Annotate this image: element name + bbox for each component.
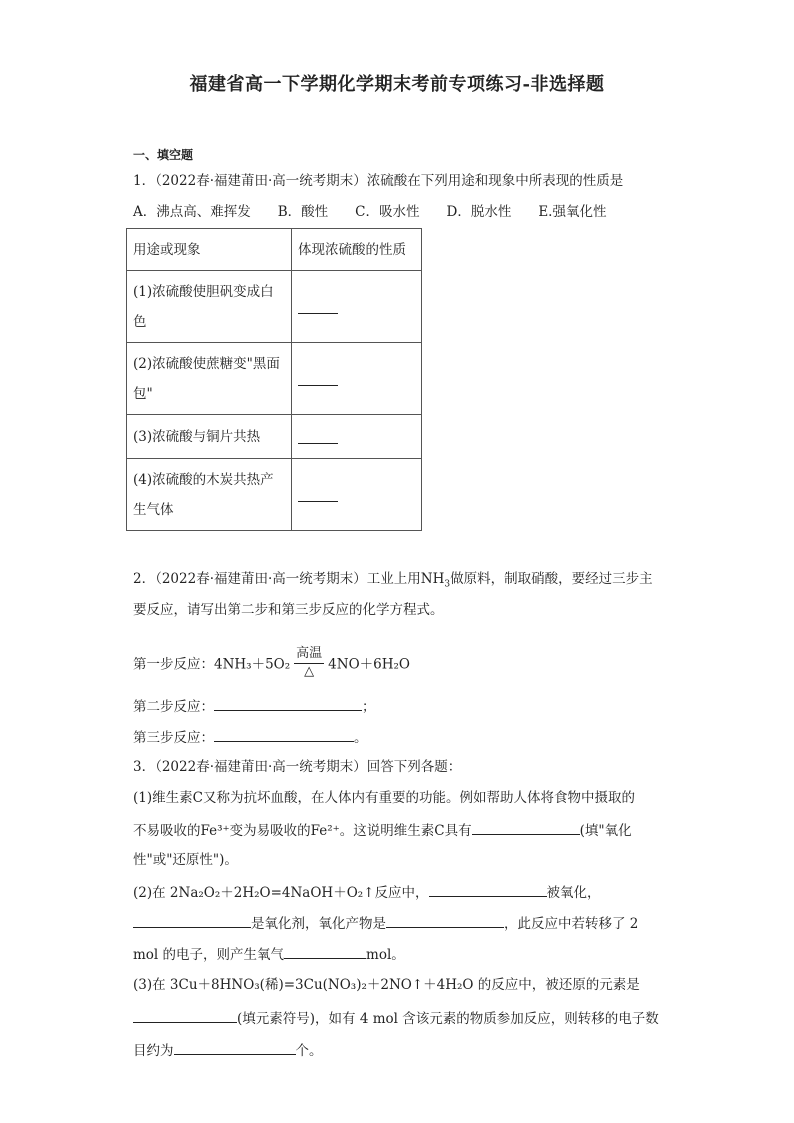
q3-p2-line3: mol 的电子，则产生氧气 mol。 bbox=[133, 944, 405, 964]
answer-blank[interactable] bbox=[472, 820, 580, 835]
q2-stem-line1: 2．（2022春·福建莆田·高一统考期末）工业上用$NH_3$做原料，制取硝酸，要经过三步主 bbox=[133, 571, 653, 590]
q3-p3-line2: (填元素符号)，如有 4 mol 含该元素的物质参加反应，则转移的电子数 bbox=[133, 1008, 659, 1028]
q3-p3-line3: 目约为 个。 bbox=[133, 1040, 323, 1060]
q3-p2-line2: 是氧化剂，氧化产物是 ，此反应中若转移了 2 bbox=[133, 913, 638, 933]
answer-blank[interactable] bbox=[133, 913, 251, 928]
answer-blank[interactable] bbox=[298, 373, 338, 386]
q3-p3-line1: (3)在 3Cu＋8HNO₃(稀)=3Cu(NO₃)₂＋2NO↑＋4H₂O 的反应中，被还原的元素是 bbox=[133, 977, 640, 993]
q2-step1: 第一步反应：4NH₃＋5O₂ $\frac{\text{高温}}{\triangle}$ 4NO＋6H₂O bbox=[133, 646, 410, 679]
q1-options: A．沸点高、难挥发 B．酸性 C．吸水性 D．脱水性 E.强氧化性 bbox=[133, 204, 607, 220]
q2-step3: 第三步反应： 。 bbox=[133, 727, 368, 747]
answer-blank[interactable] bbox=[214, 696, 362, 711]
table-header-usage: 用途或现象 bbox=[127, 229, 292, 271]
answer-blank-cell[interactable] bbox=[292, 415, 422, 459]
answer-blank[interactable] bbox=[174, 1040, 296, 1055]
q3-stem: 3．（2022春·福建莆田·高一统考期末）回答下列各题： bbox=[133, 759, 462, 775]
answer-blank-cell[interactable] bbox=[292, 271, 422, 343]
table-cell-usage: (2)浓硫酸使蔗糖变"黑面 包" bbox=[127, 343, 292, 415]
answer-blank[interactable] bbox=[214, 727, 354, 742]
table-cell-usage: (3)浓硫酸与铜片共热 bbox=[127, 415, 292, 459]
table-header-row bbox=[127, 229, 422, 271]
table-cell-usage: (4)浓硫酸的木炭共热产 生气体 bbox=[127, 459, 292, 531]
answer-blank[interactable] bbox=[133, 1008, 237, 1023]
q3-p1-line3: 性"或"还原性")。 bbox=[133, 852, 238, 868]
table-row bbox=[127, 415, 422, 459]
reaction-condition: $\frac{\text{高温}}{\triangle}$ bbox=[296, 646, 323, 679]
answer-blank-cell[interactable] bbox=[292, 343, 422, 415]
section-heading: 一、填空题 bbox=[133, 148, 194, 162]
q1-table bbox=[126, 228, 422, 531]
step1-products: 4NO＋6H₂O bbox=[328, 656, 410, 673]
table-row bbox=[127, 271, 422, 343]
q1-stem: 1．（2022春·福建莆田·高一统考期末）浓硫酸在下列用途和现象中所表现的性质是 bbox=[133, 173, 624, 189]
answer-blank[interactable] bbox=[386, 913, 504, 928]
q2-step2: 第二步反应： ； bbox=[133, 696, 376, 716]
q3-p1-line2: 不易吸收的Fe³⁺变为易吸收的Fe²⁺。这说明维生素C具有 (填"氧化 bbox=[133, 820, 632, 840]
table-row bbox=[127, 459, 422, 531]
table-cell-usage: (1)浓硫酸使胆矾变成白 色 bbox=[127, 271, 292, 343]
answer-blank[interactable] bbox=[284, 944, 366, 959]
answer-blank[interactable] bbox=[429, 882, 547, 897]
answer-blank[interactable] bbox=[298, 431, 338, 444]
document-title: 福建省高一下学期化学期末考前专项练习-非选择题 bbox=[189, 74, 605, 95]
q2-stem-line2: 要反应，请写出第二步和第三步反应的化学方程式。 bbox=[133, 602, 444, 618]
step1-reactants: 4NH₃＋5O₂ bbox=[214, 656, 291, 673]
table-header-property: 体现浓硫酸的性质 bbox=[292, 229, 422, 271]
table-row bbox=[127, 343, 422, 415]
q3-p1-line1: (1)维生素C又称为抗坏血酸，在人体内有重要的功能。例如帮助人体将食物中摄取的 bbox=[133, 790, 635, 806]
answer-blank[interactable] bbox=[298, 489, 338, 502]
answer-blank-cell[interactable] bbox=[292, 459, 422, 531]
q3-p2-line1: (2)在 2Na₂O₂＋2H₂O=4NaOH＋O₂↑反应中， 被氧化， bbox=[133, 882, 601, 902]
answer-blank[interactable] bbox=[298, 301, 338, 314]
